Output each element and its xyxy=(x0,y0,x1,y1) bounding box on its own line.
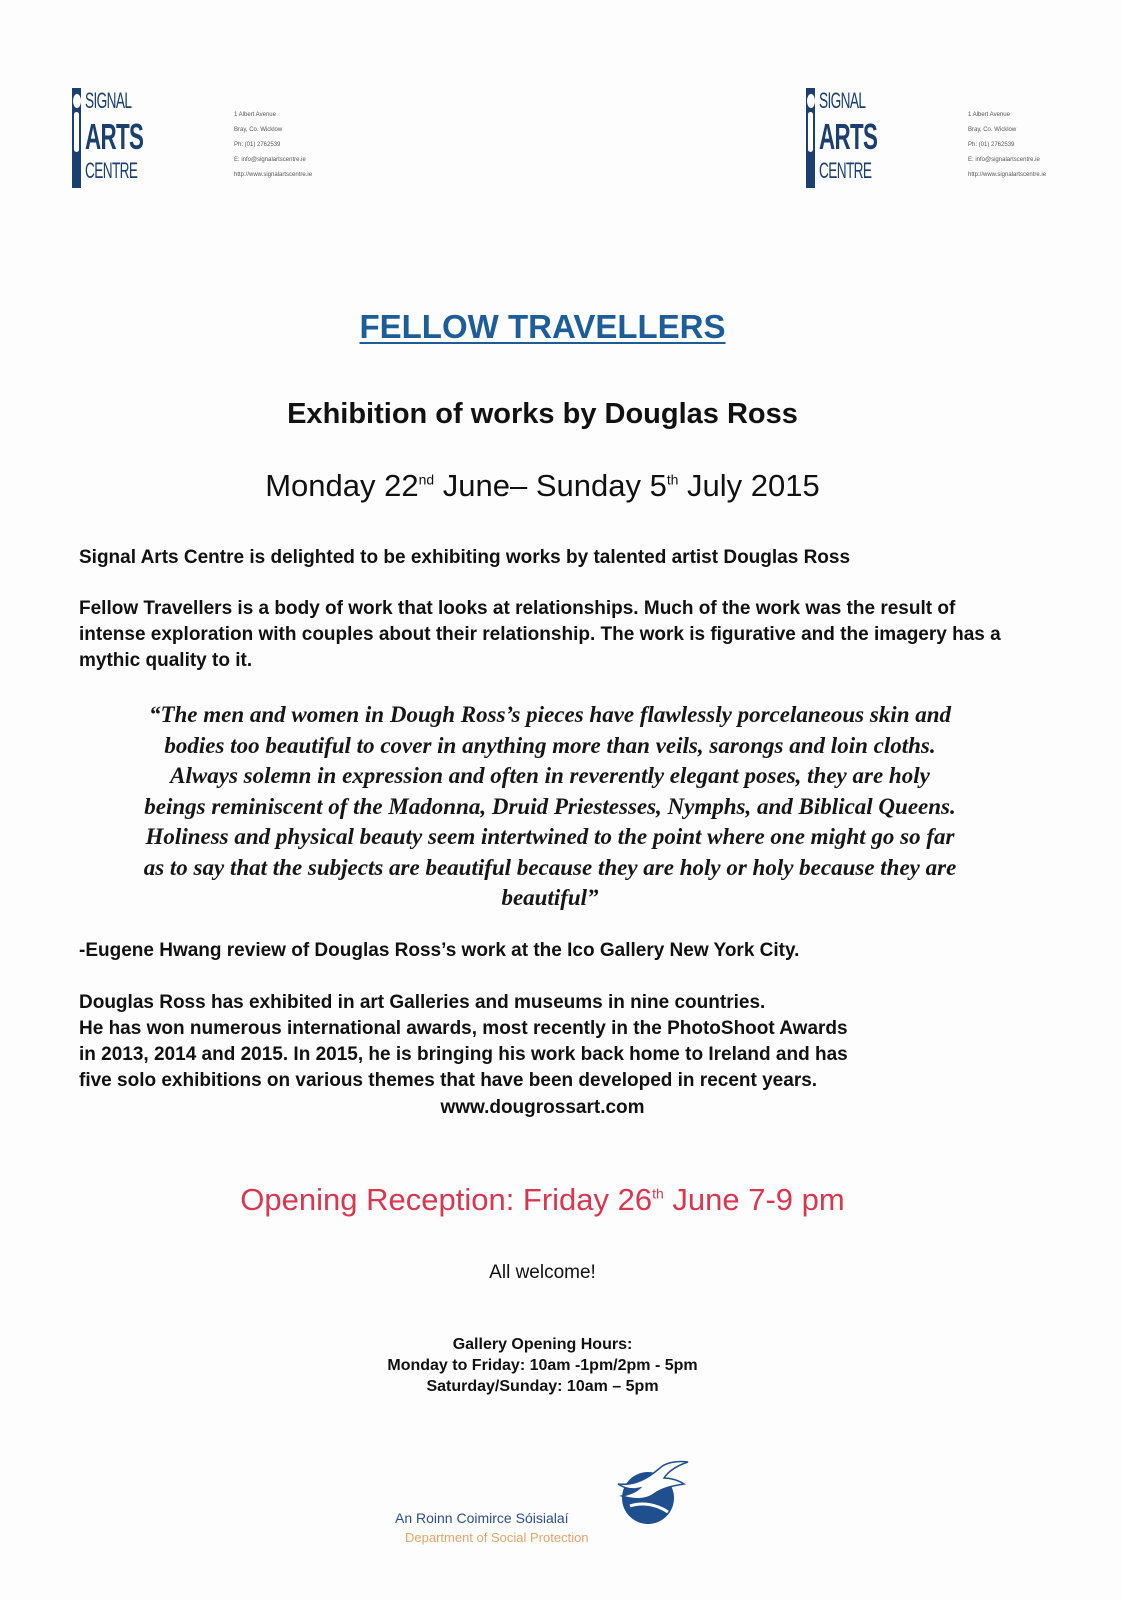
logo-word-centre: CENTRE xyxy=(85,158,138,183)
bio-line: five solo exhibitions on various themes that have been developed in recent years. xyxy=(79,1070,818,1091)
address-block-left xyxy=(234,108,324,183)
dove-emblem-icon xyxy=(608,1456,690,1526)
signal-arts-logo-icon xyxy=(806,86,878,192)
signal-arts-logo-left xyxy=(72,86,312,196)
quote-line: beings reminiscent of the Madonna, Druid Priestesses, Nymphs, and Biblical Queens. xyxy=(144,793,956,819)
gallery-hours xyxy=(0,1334,1085,1397)
review-attribution: -Eugene Hwang review of Douglas Ross’s work at the Ico Gallery New York City. xyxy=(79,940,800,961)
hours-weekdays: Monday to Friday: 10am -1pm/2pm - 5pm xyxy=(387,1357,698,1374)
logo-word-signal: SIGNAL xyxy=(85,88,132,113)
address-line: Bray, Co. Wicklow xyxy=(968,127,1017,133)
quote-line: beautiful” xyxy=(501,885,599,910)
opening-rest: June 7-9 pm xyxy=(663,1182,845,1217)
address-line: Ph: (01) 2762539 xyxy=(968,142,1015,148)
bio-line: He has won numerous international awards, most recently in the PhotoShoot Awards xyxy=(79,1018,848,1039)
body-paragraph: Fellow Travellers is a body of work that looks at relationships. Much of the work was the result of intense exploration with couples about their relationship. The work is figurative and the imagery has a mythic quality to it. xyxy=(79,598,1001,671)
department-name-english: Department of Social Protection xyxy=(405,1530,589,1545)
dates-end: July 2015 xyxy=(678,468,820,503)
logo-word-arts: ARTS xyxy=(85,116,144,157)
opening-suffix: th xyxy=(652,1185,664,1202)
opening-reception xyxy=(0,1182,1085,1218)
dates-middle: June– Sunday 5 xyxy=(434,468,667,503)
quote-line: bodies too beautiful to cover in anything more than veils, sarongs and loin cloths. xyxy=(164,732,936,758)
bio-paragraph xyxy=(79,990,1019,1094)
address-line: Bray, Co. Wicklow xyxy=(234,127,283,133)
bio-line: Douglas Ross has exhibited in art Galleries and museums in nine countries. xyxy=(79,992,766,1013)
bio-line: in 2013, 2014 and 2015. In 2015, he is bringing his work back home to Ireland and has xyxy=(79,1044,848,1065)
address-line: E: info@signalartscentre.ie xyxy=(968,157,1040,163)
address-line: E: info@signalartscentre.ie xyxy=(234,157,306,163)
quote-line: “The men and women in Dough Ross’s pieces have flawlessly porcelaneous skin and xyxy=(148,702,952,727)
department-name-irish: An Roinn Coimirce Sóisialaí xyxy=(395,1510,569,1526)
address-block-right xyxy=(968,108,1058,183)
welcome-text: All welcome! xyxy=(489,1262,596,1283)
address-line: http://www.signalartscentre.ie xyxy=(968,172,1047,178)
logo-word-arts: ARTS xyxy=(819,116,878,157)
page-title: FELLOW TRAVELLERS xyxy=(359,308,726,345)
signal-arts-logo-icon xyxy=(72,86,144,192)
exhibition-dates xyxy=(0,468,1085,504)
address-line: http://www.signalartscentre.ie xyxy=(234,172,313,178)
dates-end-suffix: th xyxy=(666,471,679,488)
address-line: Ph: (01) 2762539 xyxy=(234,142,281,148)
opening-prefix: Opening Reception: Friday 26 xyxy=(240,1182,653,1217)
artist-website: www.dougrossart.com xyxy=(440,1097,645,1118)
dates-start: Monday 22 xyxy=(265,468,419,503)
quote-line: as to say that the subjects are beautiful because they are holy or holy because they are xyxy=(143,854,957,880)
intro-paragraph: Signal Arts Centre is delighted to be exhibiting works by talented artist Douglas Ross xyxy=(79,547,851,568)
signal-arts-logo-right xyxy=(806,86,1046,196)
logo-word-centre: CENTRE xyxy=(819,158,872,183)
review-quote xyxy=(70,700,1030,914)
quote-line: Always solemn in expression and often in reverently elegant poses, they are holy xyxy=(170,763,930,788)
hours-heading: Gallery Opening Hours: xyxy=(452,1336,633,1353)
logo-word-signal: SIGNAL xyxy=(819,88,866,113)
quote-line: Holiness and physical beauty seem intertwined to the point where one might go so far xyxy=(145,824,955,849)
hours-weekend: Saturday/Sunday: 10am – 5pm xyxy=(426,1378,659,1395)
address-line: 1 Albert Avenue xyxy=(968,112,1010,118)
dates-start-suffix: nd xyxy=(418,471,435,488)
address-line: 1 Albert Avenue xyxy=(234,112,276,118)
exhibition-subtitle: Exhibition of works by Douglas Ross xyxy=(287,398,798,430)
